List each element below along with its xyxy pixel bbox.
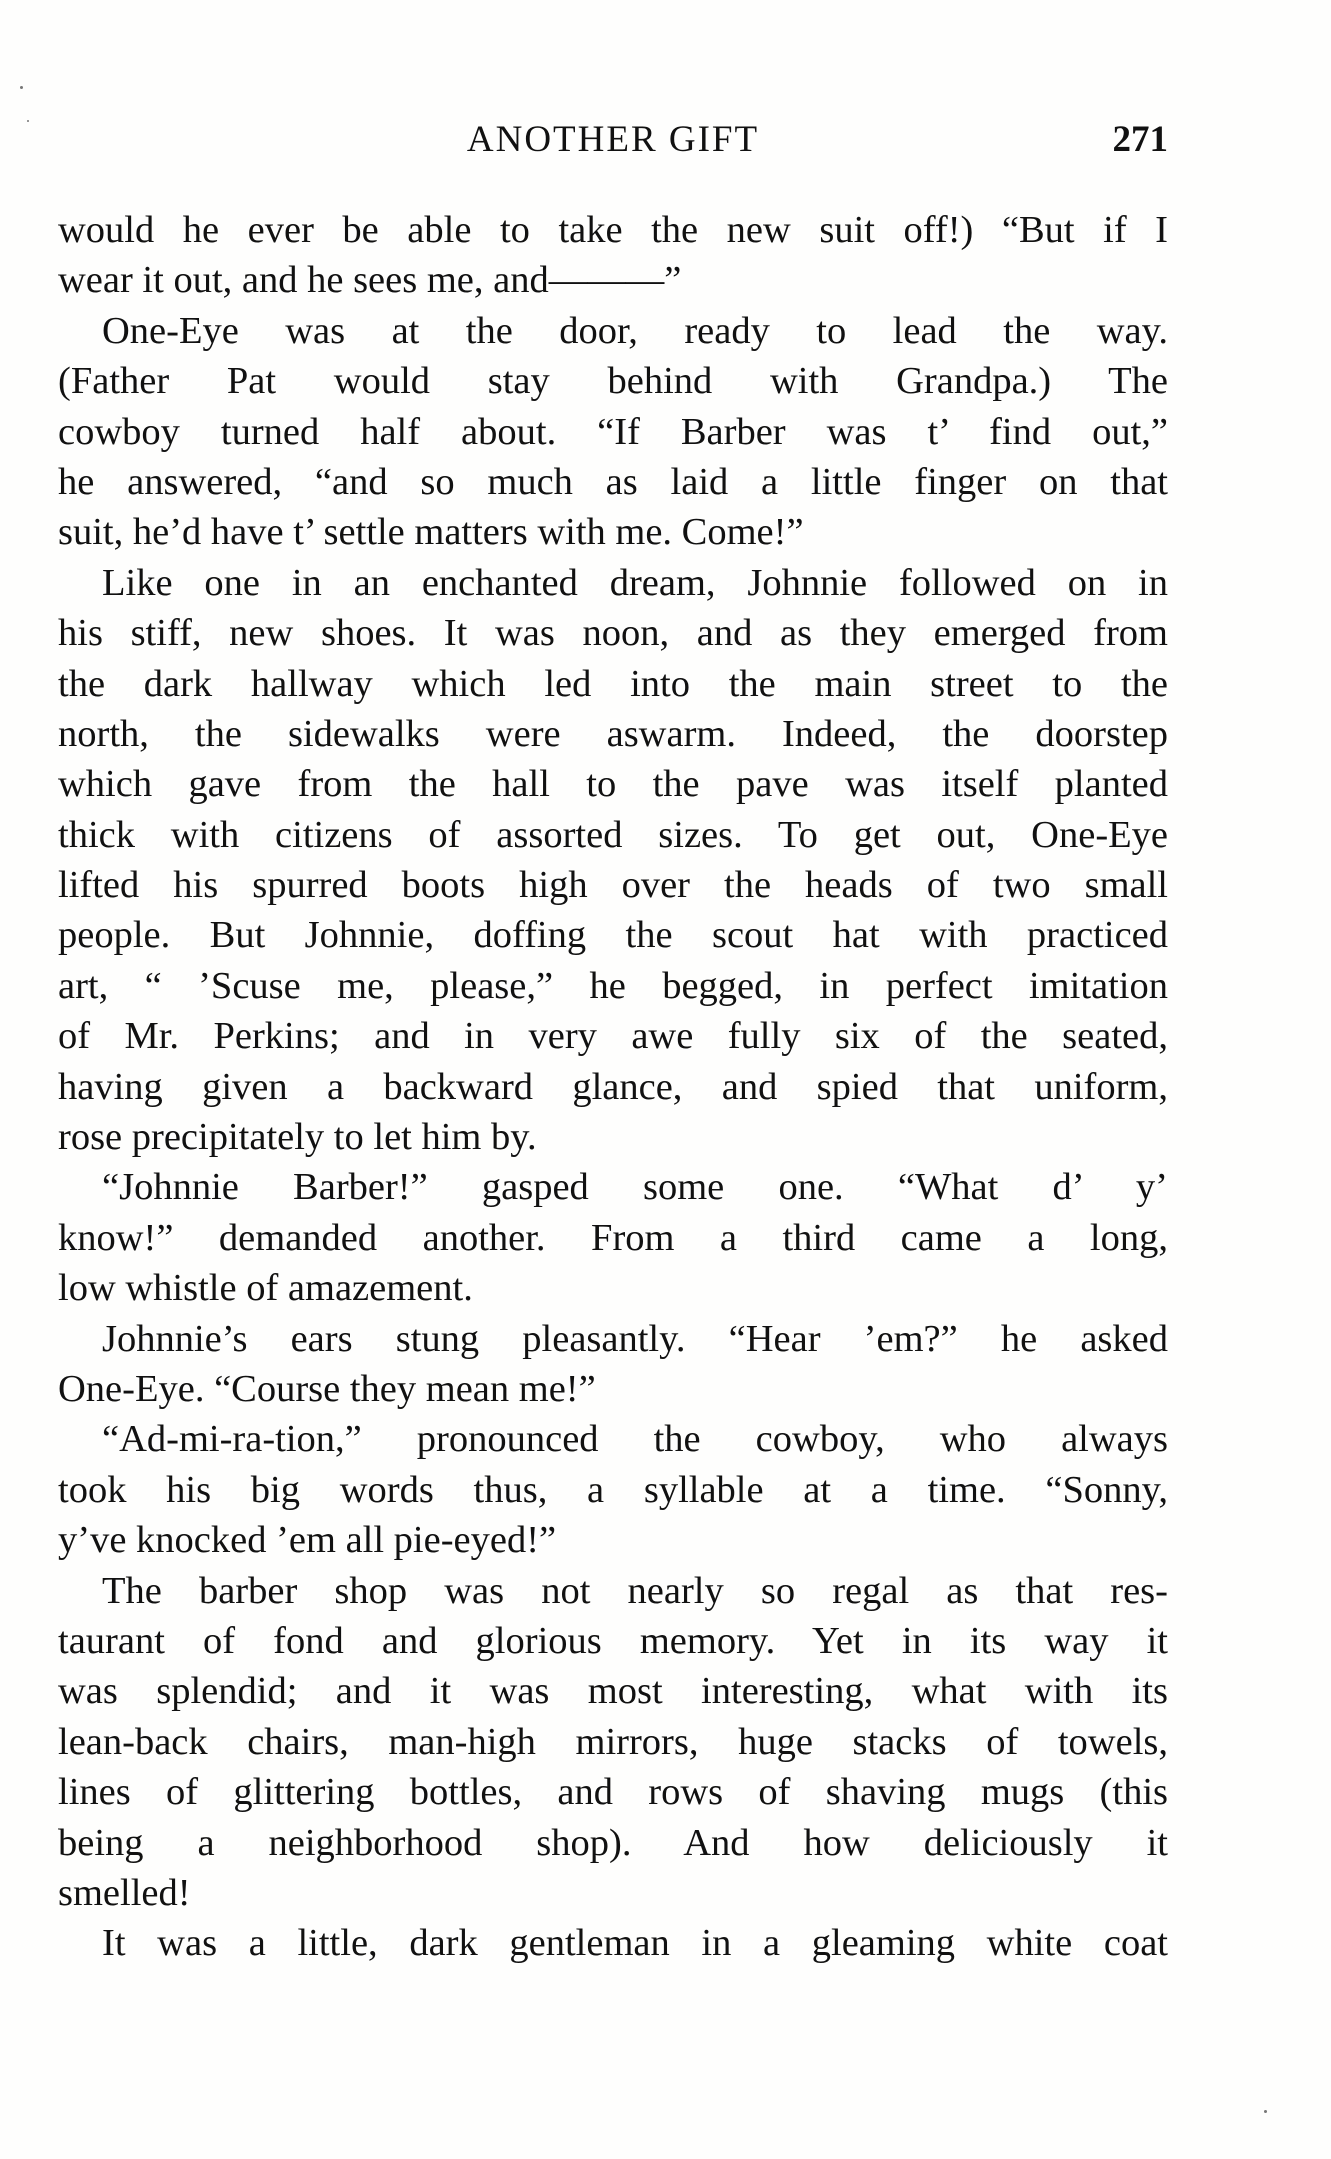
text-line [58,1314,1168,1364]
text-line [58,457,1168,507]
text-line [58,1918,1168,1968]
text-line-content: “Johnnie Barber!” gasped some one. “What d’ y’ [102,1166,1168,1209]
page-number: 271 [1112,119,1168,160]
scan-speck [1264,2110,1267,2113]
text-line-content: y’ve knocked ’em all pie-eyed!” [58,1519,557,1562]
text-line [58,1364,1168,1414]
text-line [58,1414,1168,1464]
text-line [58,255,1168,305]
text-line-content: suit, he’d have t’ settle matters with me. Come!” [58,511,804,554]
text-line-content: of Mr. Perkins; and in very awe fully six of the seated, [58,1015,1168,1058]
text-line-content: north, the sidewalks were aswarm. Indeed, the doorstep [58,712,1168,755]
running-title: ANOTHER GIFT [466,119,760,160]
text-line-content: It was a little, dark gentleman in a gleaming white coat [102,1922,1168,1965]
text-line [58,910,1168,960]
running-head [58,118,1168,178]
text-line [58,659,1168,709]
text-line [58,1515,1168,1565]
text-line-content: art, “ ’Scuse me, please,” he begged, in perfect imitation [58,964,1168,1007]
scan-speck [20,86,23,89]
text-line-content: The barber shop was not nearly so regal as that res- [102,1569,1168,1612]
text-line [58,810,1168,860]
text-line-content: know!” demanded another. From a third came a long, [58,1216,1168,1259]
text-line-content: would he ever be able to take the new suit off!) “But if I [58,209,1168,251]
text-line [58,1767,1168,1817]
text-line-content: his stiff, new shoes. It was noon, and as they emerged from [58,612,1168,655]
text-line-content: people. But Johnnie, doffing the scout hat with practiced [58,914,1168,957]
text-line [58,1717,1168,1767]
text-line-content: thick with citizens of assorted sizes. To get out, One-Eye [58,813,1168,856]
text-line-content: smelled! [58,1871,191,1914]
text-line-content: lean-back chairs, man-high mirrors, huge stacks of towels, [58,1720,1168,1763]
text-line [58,1465,1168,1515]
text-line [58,1162,1168,1212]
text-line [58,961,1168,1011]
text-line-content: took his big words thus, a syllable at a time. “Sonny, [58,1468,1168,1511]
text-line-content: lines of glittering bottles, and rows of shaving mugs (this [58,1771,1168,1814]
text-line [58,306,1168,356]
text-line-content: Johnnie’s ears stung pleasantly. “Hear ’em?” he asked [102,1317,1168,1360]
text-line [58,558,1168,608]
text-line-content: was splendid; and it was most interesting, what with its [58,1670,1168,1713]
text-line [58,407,1168,457]
text-line-content: (Father Pat would stay behind with Grandpa.) The [58,360,1168,403]
text-line [58,1818,1168,1868]
text-line-content: low whistle of amazement. [58,1267,473,1310]
text-line [58,1062,1168,1112]
text-line-content: having given a backward glance, and spied that uniform, [58,1065,1168,1108]
body-text [58,205,1168,1969]
text-line [58,356,1168,406]
text-line-content: One-Eye was at the door, ready to lead the way. [102,309,1168,352]
scan-speck [27,120,29,122]
text-line [58,860,1168,910]
text-line [58,1616,1168,1666]
text-line [58,1112,1168,1162]
text-line-content: being a neighborhood shop). And how deliciously it [58,1821,1168,1864]
text-line-content: Like one in an enchanted dream, Johnnie followed on in [102,561,1168,604]
text-line [58,205,1168,255]
text-line [58,1566,1168,1616]
text-line-content: he answered, “and so much as laid a little finger on that [58,460,1168,503]
text-line-content: taurant of fond and glorious memory. Yet in its way it [58,1619,1168,1662]
text-line-content: wear it out, and he sees me, and———” [58,259,682,302]
text-line [58,507,1168,557]
text-line-content: “Ad-mi-ra-tion,” pronounced the cowboy, who always [102,1418,1168,1461]
text-line [58,1011,1168,1061]
text-line-content: One-Eye. “Course they mean me!” [58,1367,596,1410]
text-line [58,1666,1168,1716]
text-line-content: lifted his spurred boots high over the heads of two small [58,864,1168,907]
text-line-content: the dark hallway which led into the main street to the [58,662,1168,705]
text-line [58,608,1168,658]
text-line [58,1263,1168,1313]
text-line-content: which gave from the hall to the pave was itself planted [58,763,1168,806]
text-line [58,1868,1168,1918]
text-line [58,1213,1168,1263]
text-line-content: cowboy turned half about. “If Barber was t’ find out,” [58,410,1168,453]
text-line-content: rose precipitately to let him by. [58,1116,537,1159]
text-line [58,759,1168,809]
text-line [58,709,1168,759]
